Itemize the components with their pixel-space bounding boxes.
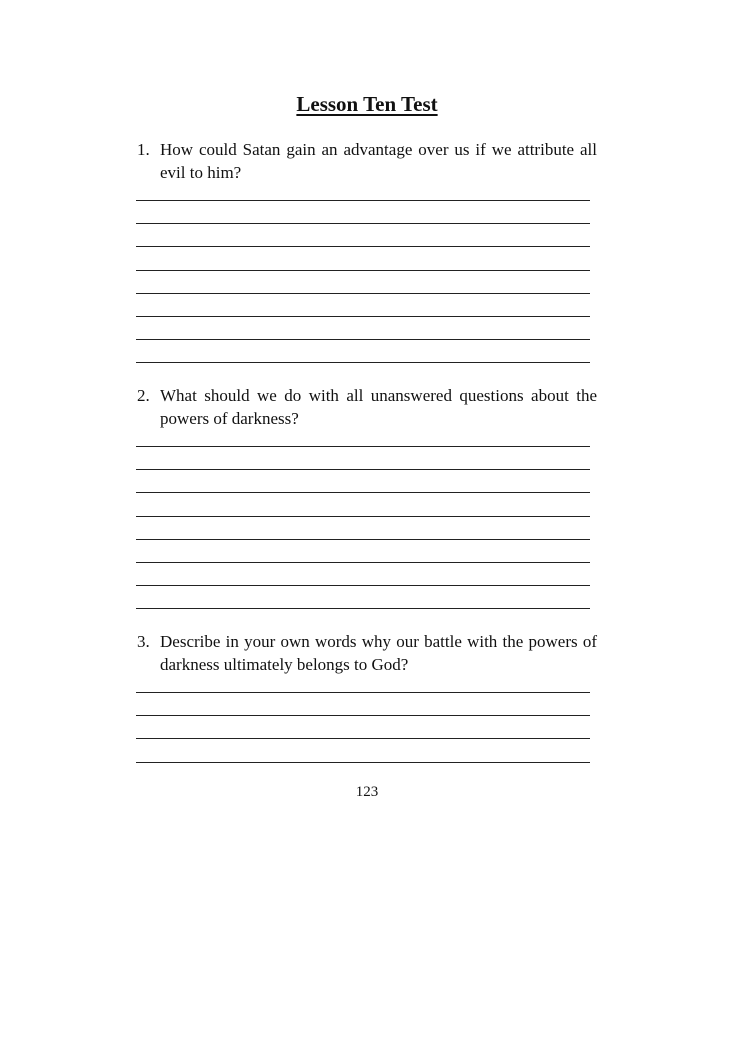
question-prompt: What should we do with all unanswered questions about the powers of darkness? (160, 386, 597, 428)
question-1 (136, 138, 597, 184)
answer-line[interactable] (136, 585, 590, 586)
question-3 (136, 630, 597, 676)
question-prompt: Describe in your own words why our battle with the powers of darkness ultimately belongs to God? (160, 632, 597, 674)
question-2 (136, 384, 597, 430)
answer-line[interactable] (136, 293, 590, 294)
answer-line[interactable] (136, 762, 590, 763)
answer-line[interactable] (136, 339, 590, 340)
question-text (136, 138, 597, 184)
answer-line[interactable] (136, 715, 590, 716)
page-title: Lesson Ten Test (296, 92, 438, 116)
answer-line[interactable] (136, 316, 590, 317)
answer-line[interactable] (136, 692, 590, 693)
answer-line[interactable] (136, 539, 590, 540)
answer-line[interactable] (136, 469, 590, 470)
answer-line[interactable] (136, 492, 590, 493)
question-prompt: How could Satan gain an advantage over us if we attribute all evil to him? (160, 140, 597, 182)
answer-line[interactable] (136, 200, 590, 201)
answer-line[interactable] (136, 362, 590, 363)
page-number: 123 (355, 784, 379, 800)
question-text (136, 384, 597, 430)
answer-line[interactable] (136, 270, 590, 271)
answer-line[interactable] (136, 738, 590, 739)
answer-line[interactable] (136, 223, 590, 224)
answer-line[interactable] (136, 562, 590, 563)
question-text (136, 630, 597, 676)
question-number: 1. (137, 140, 150, 159)
answer-line[interactable] (136, 608, 590, 609)
question-number: 3. (137, 632, 150, 651)
answer-line[interactable] (136, 246, 590, 247)
answer-line[interactable] (136, 446, 590, 447)
question-number: 2. (137, 386, 150, 405)
answer-line[interactable] (136, 516, 590, 517)
